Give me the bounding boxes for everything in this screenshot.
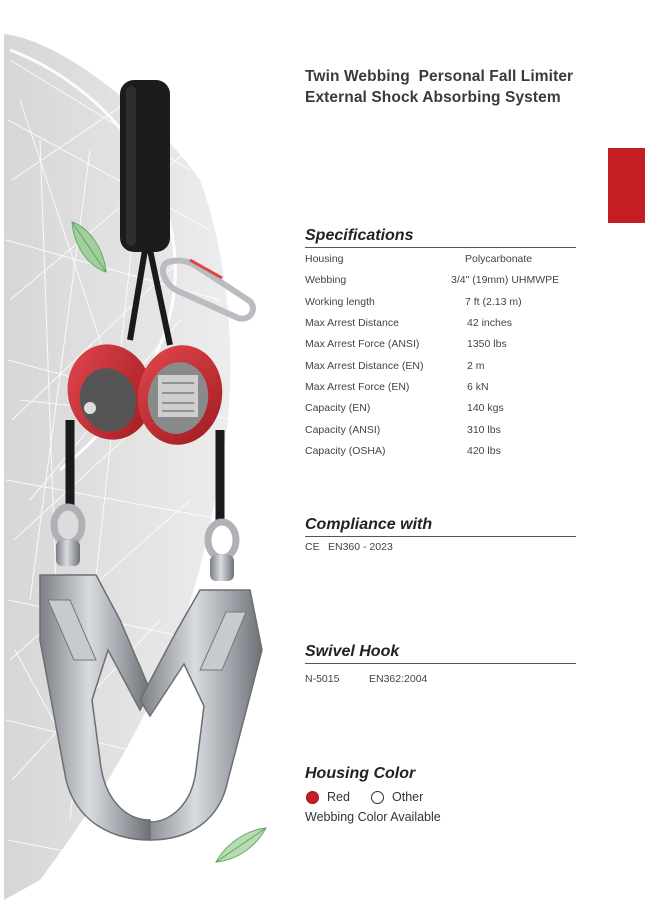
spec-row <box>305 274 605 292</box>
spec-row <box>305 253 605 271</box>
spec-value: 7 ft (2.13 m) <box>465 296 522 308</box>
spec-value: 420 lbs <box>467 445 501 457</box>
specifications-heading: Specifications <box>305 226 576 248</box>
spec-value: Polycarbonate <box>465 253 533 265</box>
hook-model: N-5015 <box>305 673 340 685</box>
spec-label: Max Arrest Distance <box>305 317 399 329</box>
spec-value: 6 kN <box>467 381 489 393</box>
compliance-standard: EN360 - 2023 <box>328 541 393 553</box>
spec-label: Max Arrest Distance (EN) <box>305 360 424 372</box>
section-tab <box>608 148 645 223</box>
spec-value: 140 kgs <box>467 402 504 414</box>
title-line-1: Twin Webbing Personal Fall Limiter <box>305 68 574 85</box>
compliance-heading: Compliance with <box>305 515 576 537</box>
spec-row <box>305 317 605 335</box>
product-image <box>0 0 300 912</box>
spec-label: Capacity (OSHA) <box>305 445 386 457</box>
ce-mark: CE <box>305 541 320 553</box>
spec-row <box>305 424 605 442</box>
other-swatch-icon <box>371 791 384 804</box>
page-title <box>305 66 635 108</box>
spec-label: Capacity (ANSI) <box>305 424 381 436</box>
red-swatch-icon <box>306 791 319 804</box>
spec-row <box>305 360 605 378</box>
spec-row <box>305 402 605 420</box>
webbing-color-note: Webbing Color Available <box>305 810 441 824</box>
spec-label: Working length <box>305 296 375 308</box>
spec-value: 310 lbs <box>467 424 501 436</box>
color-option-red <box>306 789 350 805</box>
spec-label: Max Arrest Force (ANSI) <box>305 338 420 350</box>
spec-label: Webbing <box>305 274 347 286</box>
spec-value: 1350 lbs <box>467 338 507 350</box>
title-line-2: External Shock Absorbing System <box>305 89 561 106</box>
hook-standard: EN362:2004 <box>369 673 428 685</box>
spec-value: 42 inches <box>467 317 512 329</box>
spec-label: Capacity (EN) <box>305 402 371 414</box>
spec-label: Housing <box>305 253 344 265</box>
spec-row <box>305 381 605 399</box>
housing-color-heading: Housing Color <box>305 765 416 782</box>
color-option-label: Red <box>327 790 350 804</box>
color-option-other <box>371 789 423 805</box>
spec-value: 2 m <box>467 360 485 372</box>
color-option-label: Other <box>392 790 424 804</box>
spec-label: Max Arrest Force (EN) <box>305 381 410 393</box>
spec-value: 3/4" (19mm) UHMWPE <box>451 274 560 286</box>
swivel-hook-heading: Swivel Hook <box>305 642 576 664</box>
spec-row <box>305 445 605 463</box>
spec-row <box>305 296 605 314</box>
spec-row <box>305 338 605 356</box>
